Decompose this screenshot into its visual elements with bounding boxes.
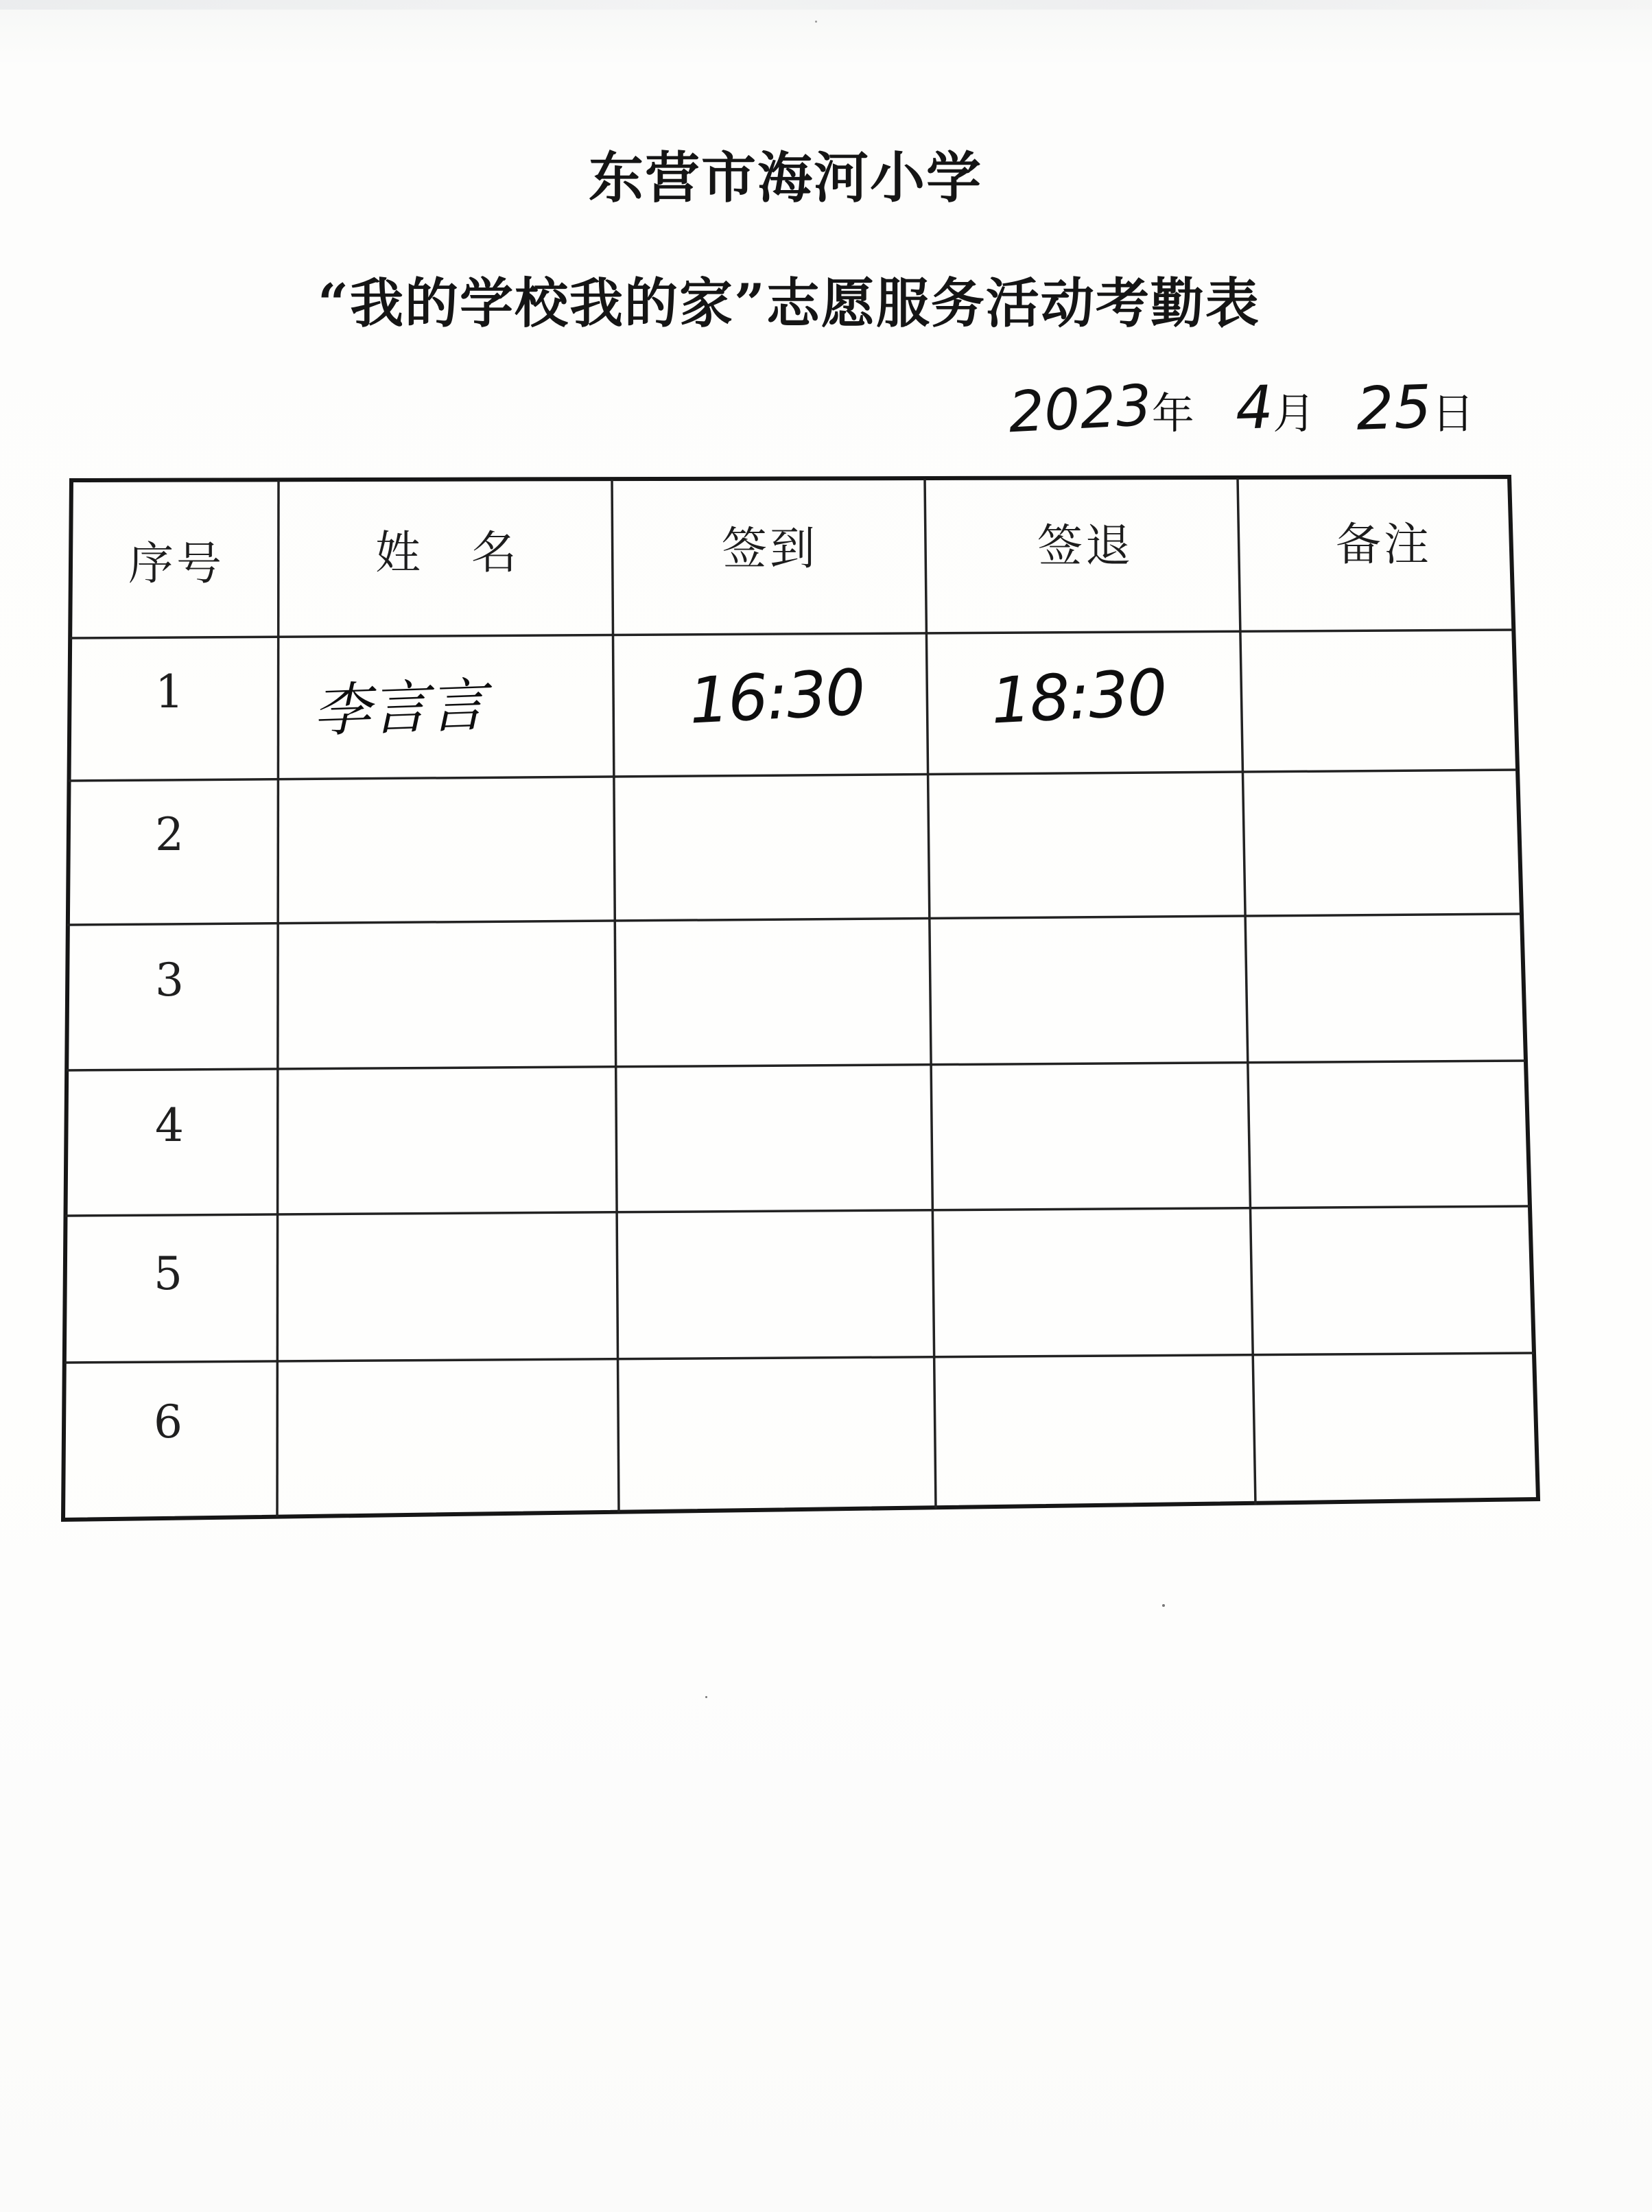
paper-speck (1162, 1604, 1165, 1607)
date-month: 4 (1234, 373, 1275, 443)
row-4-seq: 4 (155, 1099, 184, 1152)
row-line-5 (65, 1206, 1530, 1216)
row-line-6 (64, 1353, 1534, 1363)
row-1-name: 李言言 (311, 671, 487, 745)
header-sign-in: 签到 (722, 522, 818, 575)
row-1-sign-out: 18:30 (989, 655, 1168, 738)
form-title: “我的学校我的家”志愿服务活动考勤表 (318, 272, 1260, 335)
date-year: 2023 (1006, 373, 1154, 446)
date-day: 25 (1355, 373, 1433, 444)
date-day-unit: 日 (1431, 388, 1474, 438)
row-2-seq: 2 (155, 808, 184, 861)
row-1-sign-in: 16:30 (687, 655, 866, 738)
row-line-2 (69, 770, 1516, 781)
row-3-seq: 3 (155, 954, 184, 1007)
scan-edge-smudge (0, 0, 1652, 10)
school-name: 东营市海河小学 (589, 145, 982, 210)
row-5-seq: 5 (154, 1247, 182, 1300)
date-year-unit: 年 (1151, 388, 1194, 438)
date-month-unit: 月 (1273, 388, 1316, 438)
row-line-4 (67, 1061, 1525, 1070)
row-1-seq: 1 (155, 666, 184, 718)
header-seq: 序号 (128, 537, 224, 590)
row-6-seq: 6 (154, 1396, 182, 1448)
row-line-3 (67, 914, 1520, 925)
col-line-1 (277, 480, 279, 1517)
paper-speck (815, 21, 817, 23)
header-note: 备注 (1336, 518, 1432, 571)
table-grid-lines (63, 480, 1538, 1520)
paper-speck (705, 1696, 707, 1698)
row-line-1 (70, 630, 1512, 638)
header-sign-out: 签退 (1037, 519, 1133, 572)
header-name: 姓 名 (375, 526, 519, 579)
attendance-table (63, 480, 1538, 1520)
date-line (1008, 374, 1489, 456)
